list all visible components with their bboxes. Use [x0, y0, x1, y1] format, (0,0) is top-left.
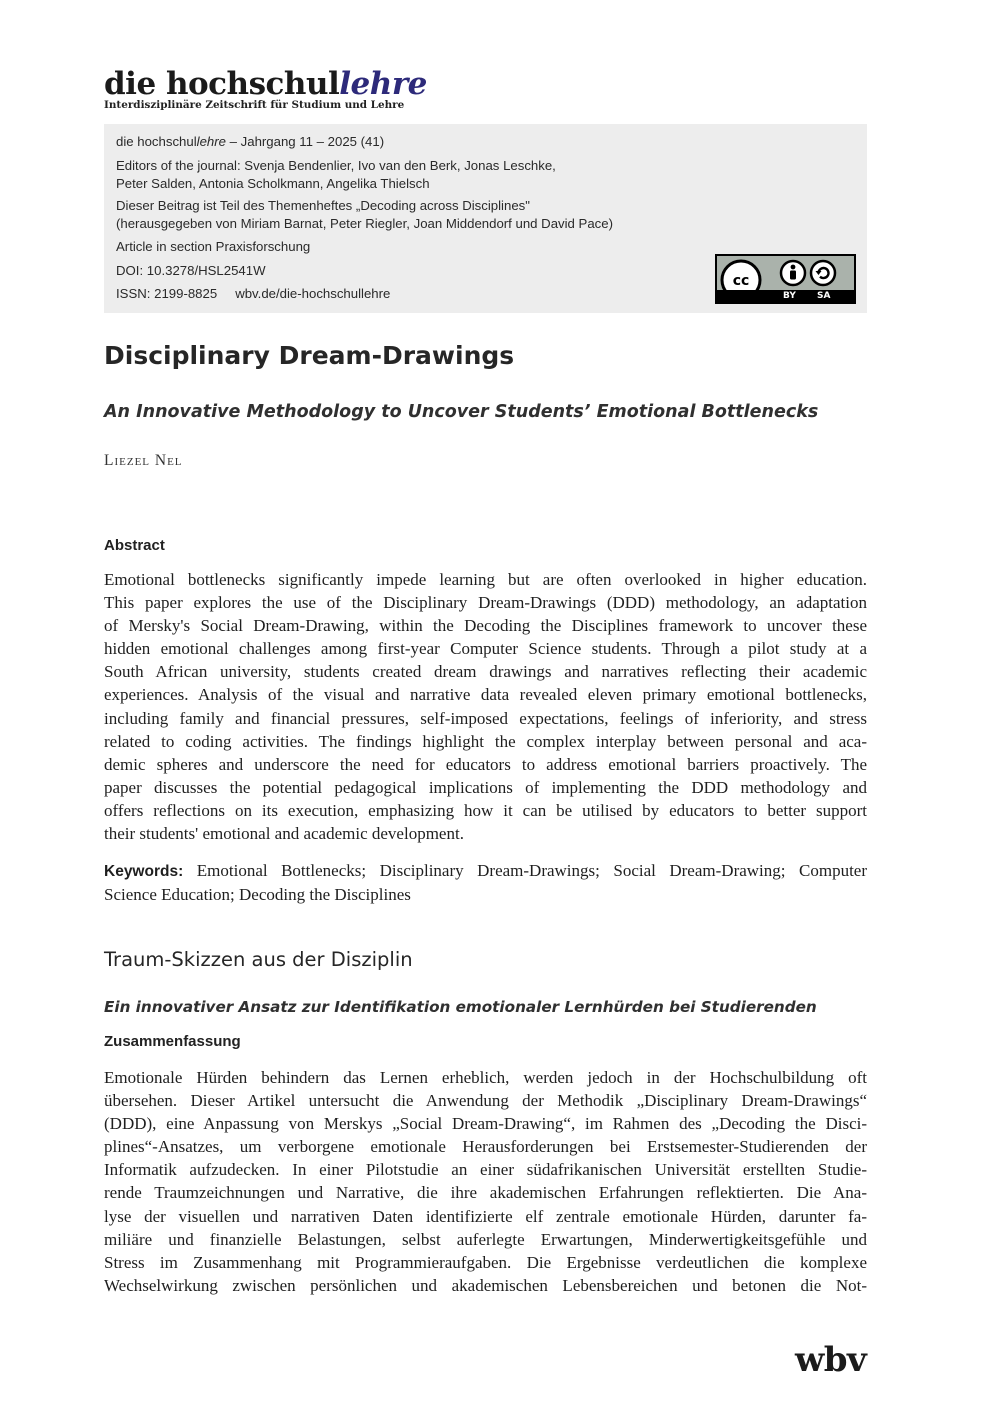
abstract-line: offers reflections on its execution, emphasizing how it can be utilised by educators to better support — [104, 800, 867, 820]
abstract-heading: Abstract — [104, 537, 165, 554]
abstract-line: their students' emotional and academic development. — [104, 824, 464, 844]
keywords-label: Keywords: — [104, 863, 184, 880]
editors-line-2: Peter Salden, Antonia Scholkmann, Angelika Thielsch — [116, 176, 430, 191]
abstract-line: South African university, students created dream drawings and narratives reflecting their academic — [104, 662, 867, 682]
issn: ISSN: 2199-8825 — [116, 286, 218, 301]
editors-line-1: Editors of the journal: Svenja Bendenlier, Ivo van den Berk, Jonas Leschke, — [116, 158, 556, 173]
zusammenfassung-line: Informatik aufzudecken. In einer Pilotstudie an einer südafrikanischen Universität erstellten Studie- — [104, 1160, 867, 1180]
cc-by-sa-license-badge[interactable] — [715, 254, 856, 304]
abstract-line: including family and financial pressures, self-imposed expectations, feelings of inferiority, and stress — [104, 708, 867, 728]
zusammenfassung-line: Emotionale Hürden behindern das Lernen erheblich, werden jedoch in der Hochschulbildung oft — [104, 1068, 867, 1087]
journal-masthead — [104, 68, 427, 111]
journal-issue: die hochschullehre – Jahrgang 11 – 2025 (41) — [116, 134, 385, 149]
keywords-line-1: Emotional Bottlenecks; Disciplinary Dream-Drawings; Social Dream-Drawing; Computer — [183, 861, 867, 880]
license-sa-label: SA — [817, 291, 831, 301]
zusammenfassung-line: lyse der visuellen und narrativen Daten identifizierte elf zentrale emotionale Hürden, darunter fa- — [104, 1206, 867, 1226]
cc-icon-label: cc — [732, 273, 750, 289]
abstract-line: Emotional bottlenecks significantly impede learning but are often overlooked in higher education. — [104, 570, 867, 589]
zusammenfassung-line: übersehen. Dieser Artikel untersucht die Anwendung der Methodik „Disciplinary Dream-Drawings“ — [104, 1091, 867, 1111]
abstract-line: related to coding activities. The findings highlight the complex interplay between personal and aca- — [104, 731, 867, 751]
article-title: Disciplinary Dream-Drawings — [104, 341, 515, 370]
german-title: Traum-Skizzen aus der Disziplin — [104, 948, 413, 971]
abstract-line: This paper explores the use of the Disciplinary Dream-Drawings (DDD) methodology, an adaptation — [104, 593, 867, 613]
article-section: Article in section Praxisforschung — [116, 239, 311, 254]
abstract-line: demic spheres and underscore the need for educators to address emotional barriers proactively. The — [104, 754, 867, 774]
zusammenfassung-line: miliäre und finanzielle Belastungen, selbst auferlegte Erwartungen, Minderwertigkeitsgefühle und — [104, 1229, 867, 1249]
zusammenfassung-line: rende Traumzeichnungen und Narrative, die ihre akademischen Erfahrungen reflektierten. Die Ana- — [104, 1183, 867, 1203]
article-subtitle: An Innovative Methodology to Uncover Students’ Emotional Bottlenecks — [104, 402, 819, 422]
german-subtitle: Ein innovativer Ansatz zur Identifikation emotionaler Lernhürden bei Studierenden — [104, 998, 817, 1016]
doi[interactable]: DOI: 10.3278/HSL2541W — [116, 263, 266, 278]
abstract-line: experiences. Analysis of the visual and narrative data revealed eleven primary emotional bottlenecks, — [104, 685, 867, 705]
zusammenfassung-line: (DDD), eine Anpassung von Merskys „Social Dream-Drawing“, im Rahmen des „Decoding the Disci- — [104, 1114, 867, 1134]
theme-issue-line-2: (herausgegeben von Miriam Barnat, Peter Riegler, Joan Middendorf und David Pace) — [116, 216, 614, 231]
journal-url-link[interactable]: wbv.de/die-hochschullehre — [235, 286, 391, 301]
abstract-line: hidden emotional challenges among first-year Computer Science students. Through a pilot study at a — [104, 639, 867, 659]
zusammenfassung-line: plines“-Ansatzes, um verborgene emotionale Herausforderungen bei Erstsemester-Studierenden der — [104, 1137, 867, 1157]
zusammenfassung-body — [104, 1066, 867, 1297]
keywords — [104, 859, 867, 906]
journal-logo: die hochschullehre — [104, 66, 427, 102]
publisher-logo: wbv — [795, 1340, 867, 1380]
keywords-line-2: Science Education; Decoding the Disciplines — [104, 885, 411, 905]
abstract-line: of Mersky's Social Dream-Drawing, within the Decoding the Disciplines framework to uncover these — [104, 616, 867, 636]
article-author: Liezel Nel — [104, 452, 183, 469]
share-alike-icon — [811, 261, 835, 285]
zusammenfassung-line: Wechselwirkung zwischen persönlichen und akademischen Lebensbereichen und betonen die Not- — [104, 1275, 867, 1295]
zusammenfassung-line: Stress im Zusammenhang mit Programmieraufgaben. Die Ergebnisse verdeutlichen die komplexe — [104, 1252, 867, 1272]
abstract-body — [104, 568, 867, 845]
journal-tagline: Interdisziplinäre Zeitschrift für Studium und Lehre — [104, 99, 405, 111]
abstract-line: paper discusses the potential pedagogical implications of implementing the DDD methodology and — [104, 777, 867, 797]
theme-issue-line-1: Dieser Beitrag ist Teil des Themenheftes „Decoding across Disciplines" — [116, 198, 530, 213]
issn-url-line — [116, 286, 390, 301]
license-by-label: BY — [783, 291, 796, 301]
article-info-box — [104, 124, 867, 313]
zusammenfassung-heading: Zusammenfassung — [104, 1033, 241, 1050]
